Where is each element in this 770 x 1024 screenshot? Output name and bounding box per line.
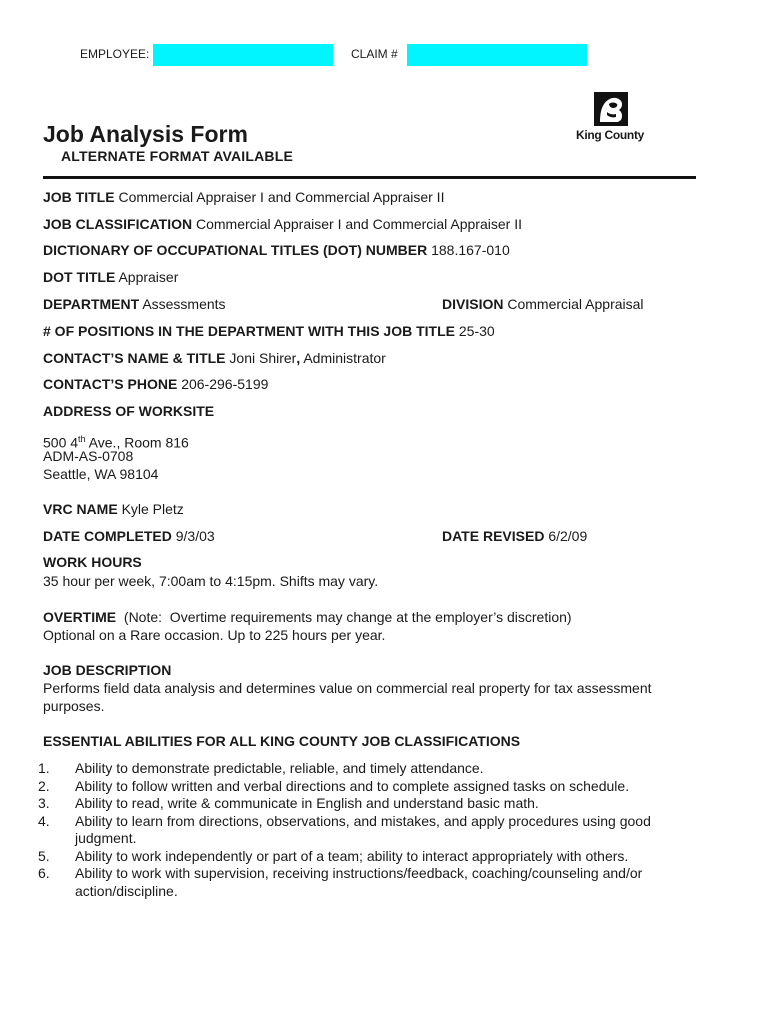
contact-name-row	[43, 350, 386, 367]
king-county-logo	[576, 92, 648, 144]
king-county-logo-text: King County	[576, 128, 645, 142]
overtime-row	[43, 609, 572, 626]
department-value: Assessments	[142, 296, 226, 312]
employee-field[interactable]	[153, 44, 333, 66]
department-row	[43, 296, 226, 313]
date-completed-value: 9/3/03	[175, 528, 215, 544]
page-subtitle: ALTERNATE FORMAT AVAILABLE	[61, 148, 294, 164]
vrc-name-value: Kyle Pletz	[121, 501, 184, 517]
contact-name-separator: ,	[296, 350, 301, 366]
job-classification-value: Commercial Appraiser I and Commercial Appraiser II	[195, 216, 522, 232]
divider	[43, 176, 696, 179]
king-county-logo-icon	[594, 92, 628, 126]
address-line-2: ADM-AS-0708	[43, 448, 134, 464]
work-hours-value: 35 hour per week, 7:00am to 4:15pm. Shifts may vary.	[43, 573, 379, 589]
job-description-line-2: purposes.	[43, 698, 105, 714]
positions-row	[43, 323, 495, 340]
list-item	[38, 813, 715, 848]
page-title: Job Analysis Form	[43, 121, 248, 147]
contact-phone-row	[43, 376, 268, 393]
division-value: Commercial Appraisal	[507, 296, 644, 312]
date-completed-row	[43, 528, 215, 545]
dot-title-row	[43, 269, 178, 286]
list-item-text: Ability to follow written and verbal directions and to complete assigned tasks on schedule.	[75, 777, 630, 794]
list-item-number: 3.	[38, 795, 50, 811]
essential-abilities-heading: ESSENTIAL ABILITIES FOR ALL KING COUNTY JOB CLASSIFICATIONS	[43, 733, 521, 749]
employee-label: EMPLOYEE:	[80, 47, 150, 61]
dot-number-value: 188.167-010	[431, 242, 510, 258]
date-completed-label: DATE COMPLETED	[43, 528, 172, 544]
dot-number-label: DICTIONARY OF OCCUPATIONAL TITLES (DOT) NUMBER	[43, 242, 428, 258]
list-item	[38, 760, 715, 778]
job-title-row	[43, 189, 444, 206]
list-item	[38, 848, 715, 866]
overtime-note: (Note: Overtime requirements may change at the employer’s discretion)	[116, 609, 572, 625]
list-item	[38, 778, 715, 796]
dot-number-row	[43, 242, 510, 259]
positions-value: 25-30	[458, 323, 495, 339]
list-item-number: 2.	[38, 777, 50, 794]
list-item-text: Ability to demonstrate predictable, reliable, and timely attendance.	[75, 760, 484, 776]
dot-title-label: DOT TITLE	[43, 269, 116, 285]
claim-field[interactable]	[407, 44, 587, 66]
list-item-text: Ability to work with supervision, receiving instructions/feedback, coaching/counseling and/or action/discipline.	[75, 865, 643, 899]
claim-label: CLAIM #	[351, 47, 398, 61]
positions-label: # OF POSITIONS IN THE DEPARTMENT WITH THIS JOB TITLE	[43, 323, 455, 339]
contact-phone-label: CONTACT’S PHONE	[43, 376, 178, 392]
list-item-number: 5.	[38, 847, 50, 864]
contact-name-label: CONTACT’S NAME & TITLE	[43, 350, 226, 366]
overtime-value: Optional on a Rare occasion. Up to 225 hours per year.	[43, 627, 386, 643]
essential-abilities-list	[38, 760, 715, 900]
address-line-3: Seattle, WA 98104	[43, 466, 159, 482]
overtime-label: OVERTIME	[43, 609, 117, 625]
list-item-number: 1.	[38, 760, 50, 776]
date-revised-label: DATE REVISED	[442, 528, 545, 544]
list-item-text: Ability to read, write & communicate in English and understand basic math.	[75, 795, 539, 811]
job-title-value: Commercial Appraiser I and Commercial Appraiser II	[118, 189, 445, 205]
list-item	[38, 795, 715, 813]
date-revised-value: 6/2/09	[548, 528, 588, 544]
date-revised-row	[442, 528, 587, 545]
list-item-text: Ability to learn from directions, observations, and mistakes, and apply procedures using good judgment.	[75, 812, 651, 846]
contact-phone-value: 206-296-5199	[181, 376, 269, 392]
address-line-1-pre: 500 4	[43, 434, 79, 451]
work-hours-label: WORK HOURS	[43, 554, 142, 570]
vrc-name-row	[43, 501, 184, 518]
list-item-number: 6.	[38, 865, 50, 881]
list-item-number: 4.	[38, 812, 50, 829]
department-label: DEPARTMENT	[43, 296, 140, 312]
address-line-1-sup: th	[78, 434, 86, 444]
job-description-line-1: Performs field data analysis and determines value on commercial real property for tax assessment	[43, 680, 652, 696]
job-title-label: JOB TITLE	[43, 189, 115, 205]
address-line-1-post: Ave., Room 816	[85, 434, 189, 451]
list-item	[38, 865, 715, 900]
job-classification-row	[43, 216, 522, 233]
list-item-text: Ability to work independently or part of a team; ability to interact appropriately with others.	[75, 847, 629, 864]
division-label: DIVISION	[442, 296, 504, 312]
contact-name-value: Joni Shirer	[229, 350, 297, 366]
job-classification-label: JOB CLASSIFICATION	[43, 216, 193, 232]
address-label: ADDRESS OF WORKSITE	[43, 403, 215, 419]
contact-title-value: Administrator	[303, 350, 386, 366]
job-description-label: JOB DESCRIPTION	[43, 662, 172, 678]
dot-title-value: Appraiser	[118, 269, 179, 285]
division-row	[442, 296, 644, 313]
vrc-name-label: VRC NAME	[43, 501, 118, 517]
